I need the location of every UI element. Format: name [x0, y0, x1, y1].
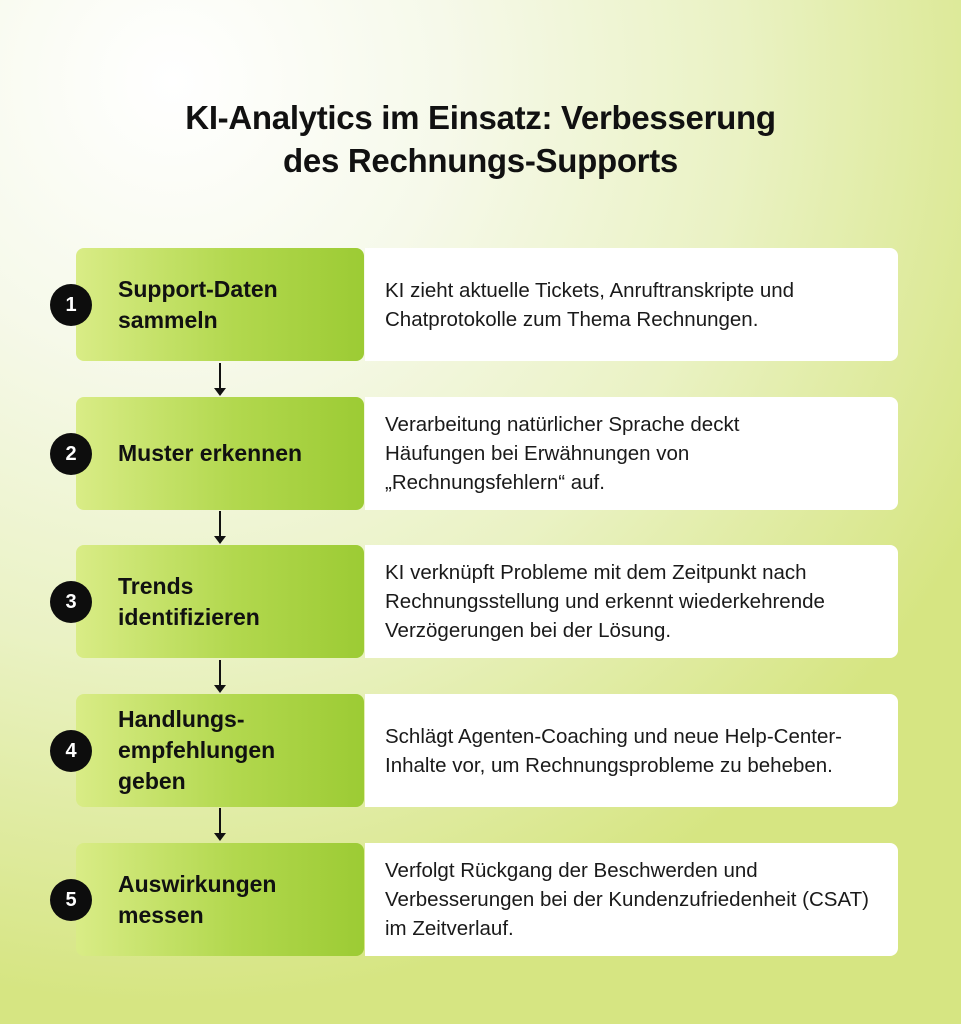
step-row-1 — [50, 248, 900, 361]
step-label-5: Auswirkungen messen — [118, 870, 277, 928]
step-row-4 — [50, 694, 900, 807]
step-number-badge-5: 5 — [50, 879, 92, 921]
step-description-2: Verarbeitung natürlicher Sprache deckt Häufungen bei Erwähnungen von „Rechnungsfehlern“ auf. — [385, 413, 740, 494]
step-description-4: Schlägt Agenten-Coaching und neue Help-Center-Inhalte vor, um Rechnungsprobleme zu beheben. — [385, 724, 842, 777]
step-label-1: Support-Daten sammeln — [118, 275, 278, 333]
step-description-3: KI verknüpft Probleme mit dem Zeitpunkt nach Rechnungsstellung und erkennt wiederkehrende Verzögerungen bei der Lösung. — [385, 561, 825, 642]
step-box-3 — [76, 545, 364, 658]
step-number-badge-1: 1 — [50, 284, 92, 326]
step-box-5 — [76, 843, 364, 956]
step-box-4 — [76, 694, 364, 807]
step-label-2: Muster erkennen — [118, 440, 303, 466]
step-description-1: KI zieht aktuelle Tickets, Anruftranskripte und Chatprotokolle zum Thema Rechnungen. — [385, 278, 795, 331]
step-row-3 — [50, 545, 900, 658]
flow-arrow-1 — [219, 363, 221, 389]
step-number-badge-3: 3 — [50, 581, 92, 623]
step-description-box-4 — [365, 694, 898, 807]
step-row-2 — [50, 397, 900, 510]
step-description-box-3 — [365, 545, 898, 658]
step-number-badge-4: 4 — [50, 730, 92, 772]
step-row-5 — [50, 843, 900, 956]
step-number-badge-2: 2 — [50, 433, 92, 475]
step-label-4: Handlungs-empfehlungen geben — [118, 706, 276, 794]
page-title — [0, 96, 961, 182]
title-line-1: KI-Analytics im Einsatz: Verbesserung — [185, 99, 776, 136]
step-box-1 — [76, 248, 364, 361]
flow-arrow-4 — [219, 808, 221, 834]
step-description-box-1 — [365, 248, 898, 361]
step-box-2 — [76, 397, 364, 510]
flow-arrow-2 — [219, 511, 221, 537]
step-label-3: Trends identifizieren — [118, 572, 260, 630]
step-description-box-2 — [365, 397, 898, 510]
step-description-box-5 — [365, 843, 898, 956]
flow-arrow-3 — [219, 660, 221, 686]
step-description-5: Verfolgt Rückgang der Beschwerden und Verbesserungen bei der Kundenzufriedenheit (CSAT) im Zeitverlauf. — [385, 859, 869, 940]
title-line-2: des Rechnungs-Supports — [283, 142, 678, 179]
